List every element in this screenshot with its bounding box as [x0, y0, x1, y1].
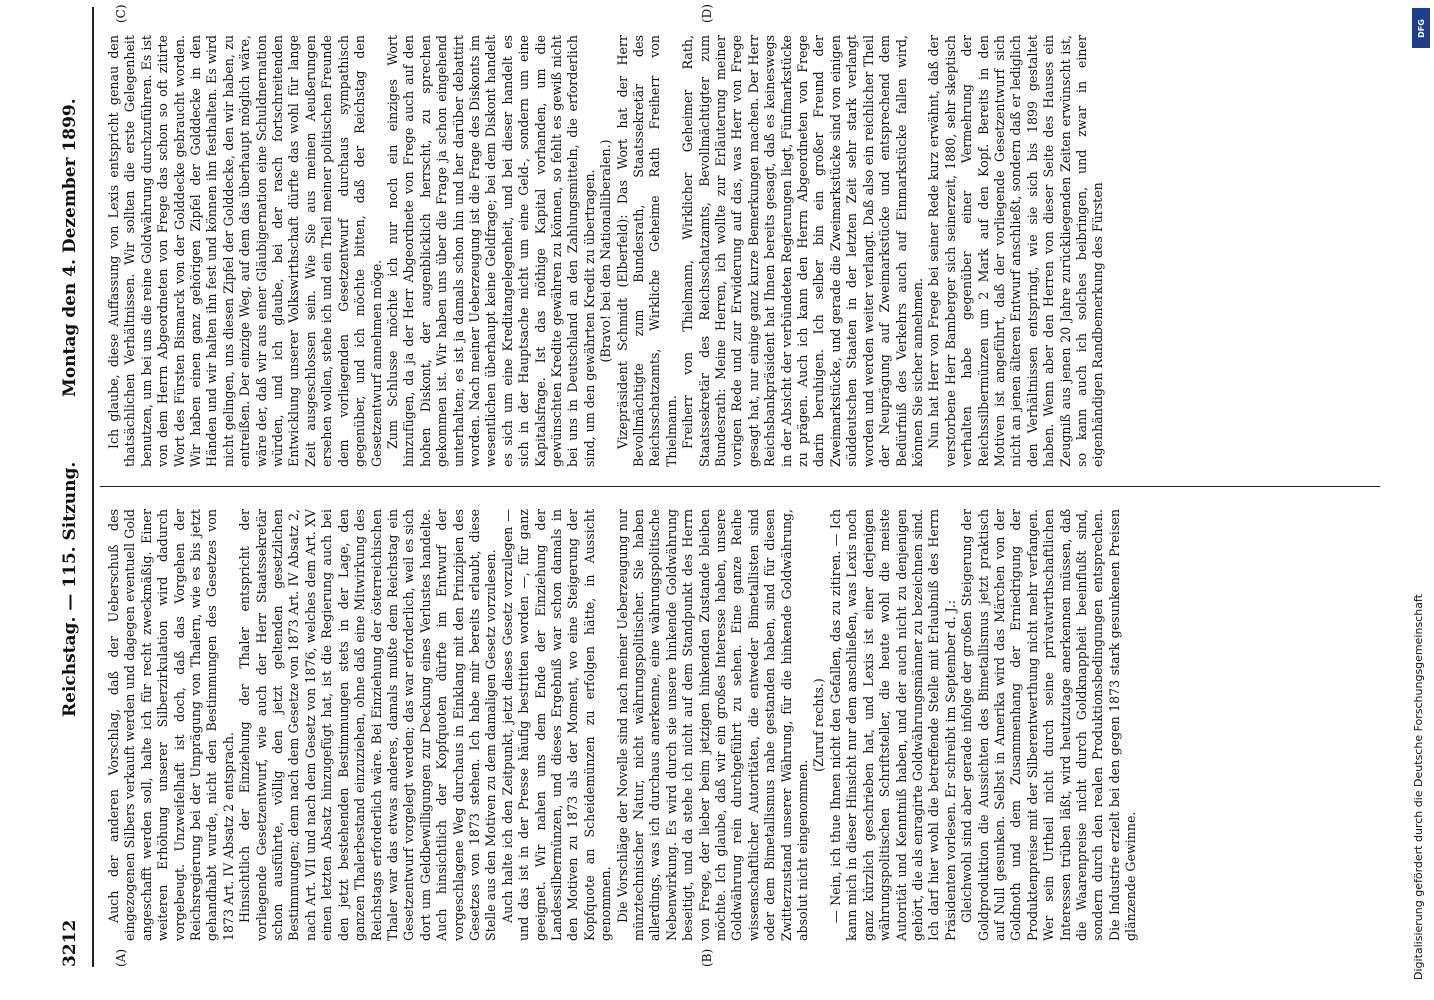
column-separator — [100, 486, 1380, 487]
paragraph: — Nein, ich thue Ihnen nicht den Gefallen, das zu zitiren. — Ich kann mich in dieser Hinsicht nur dem anschließen, was Lexis noch ganz kürzlich geschrieben hat, und Lexis ist einer derjenigen währungspolitischen Schriftsteller, die heute wohl die meiste Autorität und Kenntniß haben, und der auch nicht zu denjenigen gehört, die als enragirte Goldwährungsmänner zu bezeichnen sind. Ich darf hier wohl die betreffende Stelle mit Erlaubniß des Herrn Präsidenten vorlesen. Er schreibt im September d. J.: — [827, 509, 958, 941]
text-column-left — [106, 509, 1376, 941]
header-session: Reichstag. — 115. Sitzung. — [60, 461, 80, 717]
header-rule — [92, 7, 94, 967]
paragraph: Vizepräsident Schmidt (Elberfeld): Das Wort hat der Herr Bevollmächtigte zum Bundesrath, Staatssekretär des Reichsschatzamts, Wirkliche Geheime Rath Freiherr von Thielmann. — [614, 35, 679, 467]
paragraph: Gleichwohl sind aber gerade infolge der großen Steigerung der Goldproduktion die Aussichten des Bimetallismus jetzt praktisch auf Null gesunken. Selbst in Amerika wird das Märchen von der Goldnoth und dem Zusammenhang der Erniedrigung der Produktenpreise mit der Silberentwerthung nicht mehr verfangen. Wer sein Urtheil nicht durch seine privatwirthschaftlichen Interessen trüben läßt, wird heutzutage anerkennen müssen, daß die Waarenpreise nicht durch Goldknappheit beeinflußt sind, sondern durch den realen Produktionsbedingungen entsprechen. Die Industrie erzielt bei den gegen 1873 stark gesunkenen Preisen glänzende Gewinne. — [959, 509, 1139, 941]
text-column-right — [106, 35, 1376, 467]
margin-marker-d: (D) — [700, 4, 714, 23]
header-date: Montag den 4. Dezember 1899. — [60, 98, 80, 397]
paragraph: (Zuruf rechts.) — [811, 678, 827, 772]
paragraph: Ich glaube, diese Auffassung von Lexis entspricht genau den thatsächlichen Verhältnissen. Wir sollten die erste Gelegenheit benutzen, um bei uns die reine Goldwährung durchzuführen. Es ist von dem Herrn Abgeordneten von Frege das schon so oft zitirte Wort des Fürsten Bismarck von der Golddecke gebraucht worden. Wir haben einen ganz gehörigen Zipfel der Golddecke in den Händen und wir halten ihn fest und können ihn festhalten. Es wird nicht gelingen, uns diesen Zipfel der Golddecke, den wir haben, zu entreißen. Der einzige Weg, auf dem das überhaupt möglich wäre, wäre der, daß wir aus einer Gläubigernation eine Schuldnernation würden, und ich glaube, bei der rasch fortschreitenden Entwicklung unserer Volkswirthschaft dürfte das wohl für lange Zeit ausgeschlossen sein. Wie Sie aus meinen Aeußerungen ersehen wollen, stehe ich und ein Theil meiner politischen Freunde dem vorliegenden Gesetzentwurf durchaus sympathisch gegenüber, und ich möchte bitten, daß der Reichstag den Gesetzentwurf annehmen möge. — [106, 35, 384, 467]
page-number: 3212 — [60, 919, 80, 967]
dfg-logo — [1412, 8, 1430, 48]
funding-note: Digitalisierung gefördert durch die Deutsche Forschungsgemeinschaft — [1412, 594, 1425, 980]
margin-marker-c: (C) — [114, 4, 128, 23]
newspaper-page — [50, 4, 1390, 967]
paragraph: Auch der anderen Vorschlag, daß der Ueberschuß des eingezogenen Silbers verkauft werden und dagegen eventuell Gold angeschafft werden soll, halte ich für recht zweckmäßig. Einer weiteren Erhöhung unserer Silberzirkulation wird dadurch vorgebeugt. Unzweifelhaft ist doch, daß das Vorgehen der Reichsregierung bei der Umprägung von Thalern, wie es bis jetzt gehandhabt wurde, nicht den Bestimmungen des Gesetzes von 1873 Art. IV Absatz 2 entsprach. — [106, 509, 236, 941]
page-header — [50, 7, 96, 967]
paragraph: Auch halte ich den Zeitpunkt, jetzt dieses Gesetz vorzulegen — und das ist in der Presse häufig bestritten worden —, für ganz geeignet. Wir nahen uns dem Ende der Einziehung der Landessilbermünzen, und dieses Ergebniß war schon damals in den Motiven zu 1873 als der Moment, wo eine Steigerung der Kopfquote an Scheidemünzen zu erfolgen hätte, in Aussicht genommen. — [499, 509, 614, 941]
paragraph: Die Vorschläge der Novelle sind nach meiner Ueberzeugung nur münztechnischer Natur, nicht währungspolitischer. Sie haben allerdings, was ich durchaus anerkenne, eine währungspolitische Nebenwirkung. Es wird durch sie unsere hinkende Goldwährung beseitigt, und da stehe ich nicht auf dem Standpunkt des Herrn von Frege, der lieber beim jetzigen hinkenden Zustande bleiben möchte. Ich glaube, daß wir ein großes Interesse haben, unsere Goldwährung rein durchgeführt zu sehen. Eine ganze Reihe wissenschaftlicher Autoritäten, die entweder Bimetallisten sind oder dem Bimetallismus nahe gestanden haben, sind für diesen Zwitterzustand unserer Währung, für die hinkende Goldwährung, absolut nicht eingenommen. — [614, 509, 811, 941]
paragraph: (Bravo! bei den Nationalliberalen.) — [598, 139, 614, 363]
margin-marker-b: (B) — [700, 948, 714, 967]
paragraph: Zum Schlusse möchte ich nur noch ein einziges Wort hinzufügen, da ja der Herr Abgeordnete von Frege auch auf den hohen Diskont, der augenblicklich herrscht, zu sprechen gekommen ist. Wir haben uns über die Frage ja schon eingehend unterhalten; es ist ja damals schon hin und her darüber debattirt worden. Nach meiner Ueberzeugung ist die Frage des Diskonts im wesentlichen überhaupt keine Geldfrage; bei dem Diskont handelt es sich um eine Kreditangelegenheit, und bei dieser handelt es sich in der Hauptsache nicht um eine Geld-, sondern um eine Kapitalsfrage. Ist das nöthige Kapital vorhanden, um die gewünschten Kredite gewähren zu können, so fehlt es gewiß nicht bei uns in Deutschland an den Zahlungsmitteln, die erforderlich sind, um den gewährten Kredit zu übertragen. — [384, 35, 597, 467]
paragraph: Freiherr von Thielmann, Wirklicher Geheimer Rath, Staatssekretär des Reichsschatzamts, Bevollmächtigter zum Bundesrath: Meine Herren, ich wollte zur Erläuterung meiner vorigen Rede und zur Erwiderung auf das, was Herr von Frege gesagt hat, nur einige ganz kurze Bemerkungen machen. Der Herr Reichsbankpräsident hat Ihnen bereits gesagt, daß es keineswegs in der Absicht der verbündeten Regierungen liegt, Fünfmarkstücke zu prägen. Auch ich kann den Herrn Abgeordneten von Frege darin beruhigen. Ich selber bin ein großer Freund der Zweimarkstücke, und gerade die Zweimarkstücke sind von einigen süddeutschen Staaten in der letzten Zeit sehr stark verlangt worden und werden weiter verlangt. Daß also ein reichlicher Theil der Neuprägung auf Zweimarkstücke und entsprechend dem Bedürfniß des Verkehrs auch auf Einmarkstücke fallen wird, können Sie sicher annehmen. — [680, 35, 925, 467]
dfg-logo-text: DFG — [1416, 18, 1426, 38]
margin-marker-a: (A) — [114, 948, 128, 967]
paragraph: Nun hat Herr von Frege bei seiner Rede kurz erwähnt, daß der verstorbene Herr Bamberger sich seinerzeit, 1880, sehr skeptisch verhalten habe gegenüber einer Vermehrung der Reichssilbermünzen um 2 Mark auf den Kopf. Bereits in den Motiven ist angeführt, daß der vorliegende Gesetzentwurf sich nicht an jenen älteren Entwurf anschließt, sondern daß er lediglich den Verhältnissen entspringt, wie sie sich bis 1899 gestaltet haben. Wenn aber den Herren von dieser Seite des Hauses ein Zeugniß aus jenen 20 Jahre zurückliegenden Zeiten erwünscht ist, so kann auch ich solches beibringen, und zwar in einer eigenhändigen Randbemerkung des Fürsten — [926, 35, 1106, 467]
paragraph: Hinsichtlich der Einziehung der Thaler entspricht der vorliegende Gesetzentwurf, wie auch der Herr Staatssekretär schon ausführte, völlig den jetzt geltenden gesetzlichen Bestimmungen; denn nach dem Gesetze von 1873 Art. IV Absatz 2, nach Art. VII und nach dem Gesetz von 1876, welches dem Art. XV einen letzten Absatz hinzugefügt hat, ist die Regierung auch bei den jetzt bestehenden Bestimmungen stets in der Lage, den ganzen Thalerbestand einzuziehen, ohne daß eine Mitwirkung des Reichstags erforderlich wäre. Bei Einziehung der österreichischen Thaler war das etwas anderes, damals mußte dem Reichstag ein Gesetzentwurf vorgelegt werden; das war erforderlich, weil es sich dort um Geldbewilligungen zur Deckung eines Verlustes handelte. Auch hinsichtlich der Kopfquoten dürfte im Entwurf der vorgeschlagene Weg durchaus in Einklang mit den Prinzipien des Gesetzes von 1873 stehen. Ich habe mir bereits erlaubt, diese Stelle aus den Motiven zu dem damaligen Gesetz vorzulesen. — [237, 509, 499, 941]
